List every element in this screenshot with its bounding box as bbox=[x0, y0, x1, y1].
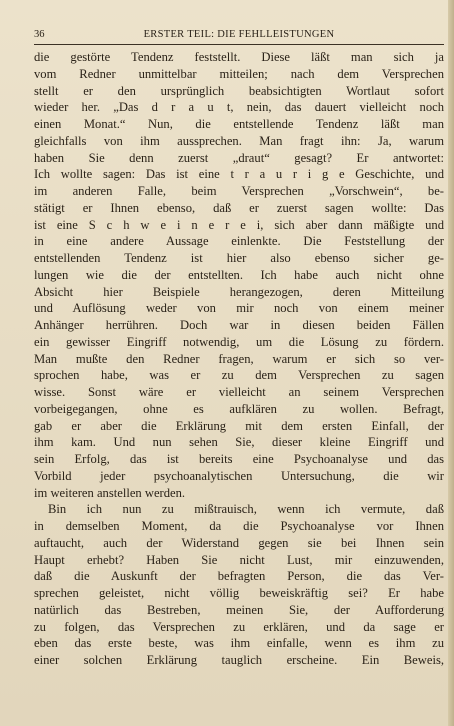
text-line: natürlich das Bestreben, meinen Sie, der Aufforderung bbox=[34, 602, 444, 617]
running-head: ERSTER TEIL: DIE FEHLLEISTUNGEN bbox=[143, 29, 335, 40]
page-gutter-edge bbox=[448, 0, 454, 726]
text-line: Haupt erhebt? Haben Sie nicht Lust, mir einzuwenden, bbox=[34, 552, 444, 567]
text-line: stellt er den ursprünglich beabsichtigten Wortlaut sofort bbox=[34, 83, 444, 98]
text-line: Absicht hier Beispiele herangezogen, deren Mitteilung bbox=[34, 284, 444, 299]
text-line: sprochen habe, was er zu dem Versprechen zu sagen bbox=[34, 368, 444, 383]
text-line: im weiteren anstellen werden. bbox=[34, 485, 186, 500]
text-line: daß die Auskunft der befragten Person, die das Ver- bbox=[34, 569, 444, 584]
text-line: einer solchen Erklärung tauglich erscheine. Ein Beweis, bbox=[34, 653, 444, 667]
text-line: wieder her. „Das d r a u t, nein, das dauert vielleicht noch bbox=[34, 100, 444, 115]
text-line: und Auflösung weder von mir noch von einem meiner bbox=[34, 301, 444, 316]
text-line: haben Sie denn zuerst „draut“ gesagt? Er antwortet: bbox=[34, 150, 444, 165]
text-line: sein Erfolg, das ist bereits eine Psychoanalyse und das bbox=[34, 452, 444, 466]
text-line: gab er aber die Erklärung mit dem ersten Einfall, der bbox=[34, 418, 444, 433]
text-line: zu folgen, das Versprechen zu erklären, und da sage er bbox=[34, 619, 444, 634]
text-line: Man mußte den Redner fragen, warum er sich so ver- bbox=[34, 351, 444, 366]
text-line: wisse. Sonst wäre er vielleicht an seinem Versprechen bbox=[34, 385, 444, 399]
text-line: sprechen geleistet, nicht völlig beweiskräftig sei? Er habe bbox=[34, 586, 444, 600]
text-line: Anhänger herrühren. Doch war in diesen beiden Fällen bbox=[34, 318, 444, 332]
text-line: einen Monat.“ Nun, die entstellende Tendenz läßt man bbox=[34, 117, 444, 131]
text-line: ein gewisser Eingriff notwendig, um die Lösung zu fördern. bbox=[34, 334, 444, 349]
text-line: gleichfalls von ihm aussprechen. Man fragt ihn: Ja, warum bbox=[34, 133, 444, 148]
page-header bbox=[34, 28, 444, 45]
text-line: lungen wie die der entstellten. Ich habe auch nicht ohne bbox=[34, 267, 444, 282]
text-line: vom Redner unmittelbar mitteilen; nach dem Versprechen bbox=[34, 66, 444, 81]
text-line: eben das erste beste, was ihm einfalle, wenn es ihm zu bbox=[34, 636, 444, 651]
text-line: entstellenden Tendenz ist hier also ebenso sicher ge- bbox=[34, 251, 444, 265]
text-line: Vorbild jeder psychoanalytischen Untersuchung, die wir bbox=[34, 468, 444, 483]
text-line: vorbeigegangen, ohne es aufklären zu wollen. Befragt, bbox=[34, 401, 444, 416]
text-line: ihm kam. Und nun sehen Sie, dieser kleine Eingriff und bbox=[34, 435, 444, 450]
text-line: in demselben Moment, da die Psychoanalyse vor Ihnen bbox=[34, 519, 444, 533]
text-line: ist eine S c h w e i n e r e i, sich aber dann mäßigte und bbox=[34, 217, 444, 232]
text-line: stätigt er Ihnen ebenso, daß er zuerst sagen wollte: Das bbox=[34, 200, 444, 215]
body-text bbox=[34, 49, 444, 669]
text-line: im anderen Falle, beim Versprechen „Vorschwein“, be- bbox=[34, 184, 444, 198]
text-line: auftaucht, auch der Widerstand gegen sie bei Ihnen sein bbox=[34, 535, 444, 550]
page-number: 36 bbox=[34, 29, 45, 40]
text-line: Ich wollte sagen: Das ist eine t r a u r i g e Geschichte, und bbox=[34, 167, 444, 182]
text-line: die gestörte Tendenz feststellt. Diese läßt man sich ja bbox=[34, 50, 444, 64]
text-line: Bin ich nun zu mißtrauisch, wenn ich vermute, daß bbox=[48, 502, 444, 517]
text-line: in eine andere Aussage einlenkte. Die Feststellung der bbox=[34, 234, 444, 249]
